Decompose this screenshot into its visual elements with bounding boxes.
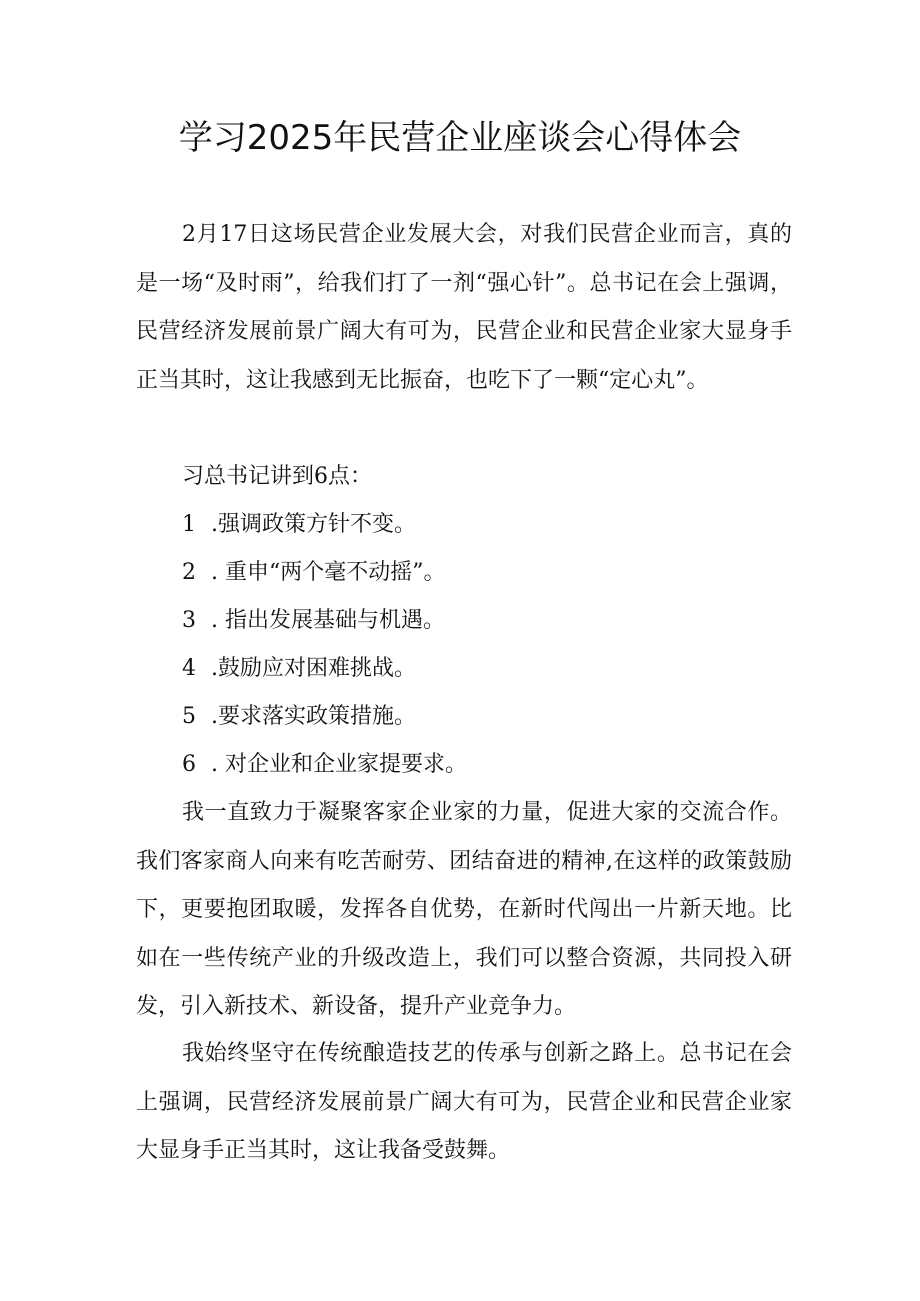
point-number: 5 bbox=[182, 704, 196, 729]
point-number: 3 bbox=[182, 608, 196, 633]
point-text: .鼓励应对困难挑战。 bbox=[211, 656, 416, 681]
paragraph-intro: 2月17日这场民营企业发展大会，对我们民营企业而言，真的是一场“及时雨”，给我们打了一剂“强心针”。总书记在会上强调，民营经济发展前景广阔大有可为，民营企业和民营企业家大显身手正当其时，这让我感到无比振奋，也吃下了一颗“定心丸”。 bbox=[136, 222, 792, 393]
point-number: 1 bbox=[182, 512, 196, 537]
paragraph-brewing: 我始终坚守在传统酿造技艺的传承与创新之路上。总书记在会上强调，民营经济发展前景广阔大有可为，民营企业和民营企业家大显身手正当其时，这让我备受鼓舞。 bbox=[136, 1041, 792, 1164]
document-title: 学习2025年民营企业座谈会心得体会 bbox=[178, 118, 742, 158]
point-text: . 指出发展基础与机遇。 bbox=[211, 608, 445, 633]
point-item-3 bbox=[182, 597, 782, 646]
point-number: 6 bbox=[182, 752, 196, 777]
paragraph-points-heading: 习总书记讲到6点： bbox=[182, 464, 372, 489]
point-item-4 bbox=[182, 645, 782, 694]
point-number: 2 bbox=[182, 560, 196, 585]
point-item-6 bbox=[182, 741, 782, 790]
point-item-5 bbox=[182, 693, 782, 742]
point-text: .要求落实政策措施。 bbox=[211, 704, 416, 729]
point-item-1 bbox=[182, 501, 782, 550]
point-text: . 对企业和企业家提要求。 bbox=[211, 752, 467, 777]
point-number: 4 bbox=[182, 656, 196, 681]
point-text: .强调政策方针不变。 bbox=[211, 512, 416, 537]
point-text: . 重申“两个毫不动摇”。 bbox=[211, 560, 446, 585]
paragraph-hakka: 我一直致力于凝聚客家企业家的力量，促进大家的交流合作。我们客家商人向来有吃苦耐劳、团结奋进的精神,在这样的政策鼓励下，更要抱团取暖，发挥各自优势，在新时代闯出一片新天地。比如在一些传统产业的升级改造上，我们可以整合资源，共同投入研发，引入新技术、新设备，提升产业竞争力。 bbox=[136, 800, 792, 1020]
point-item-2 bbox=[182, 549, 782, 598]
